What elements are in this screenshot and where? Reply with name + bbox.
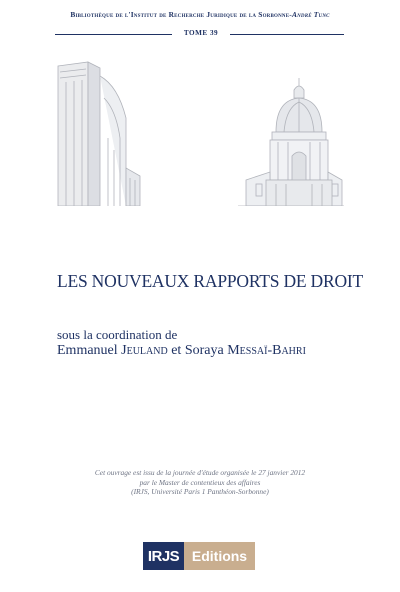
logo-irjs-block: IRJS: [143, 542, 184, 570]
coordination-intro: sous la coordination de: [57, 327, 178, 342]
coordinator2-first-name: Soraya: [184, 343, 228, 358]
publisher-logo: [143, 542, 255, 570]
header-rule-left: [55, 34, 172, 35]
series-title: [0, 10, 400, 19]
tome-number: TOME 39: [183, 29, 219, 37]
logo-editions-block: Editions: [184, 542, 255, 570]
building-columns-illustration: [56, 58, 146, 206]
note-line: (IRJS, Université Paris 1 Panthéon-Sorbonne): [131, 487, 269, 496]
header-rule-right: [230, 34, 344, 35]
origin-note: [40, 468, 360, 497]
book-title: LES NOUVEAUX RAPPORTS DE DROIT: [57, 271, 364, 291]
series-name-italic: André Tunc: [291, 10, 330, 19]
coordinator-connector: et: [167, 343, 185, 358]
coordinator2-last-name: Messaï-Bahri: [227, 343, 306, 358]
note-line: par le Master de contentieux des affaires: [139, 477, 261, 487]
coordinator1-first-name: Emmanuel: [57, 343, 122, 358]
coordinators: [57, 343, 306, 359]
note-line: Cet ouvrage est issu de la journée d'étude organisée le 27 janvier 2012: [94, 468, 306, 477]
series-name: Bibliothèque de l'Institut de Recherche Juridique de la Sorbonne-: [70, 10, 292, 19]
coordinator1-last-name: Jeuland: [121, 343, 168, 358]
sorbonne-dome-illustration: [236, 76, 346, 206]
